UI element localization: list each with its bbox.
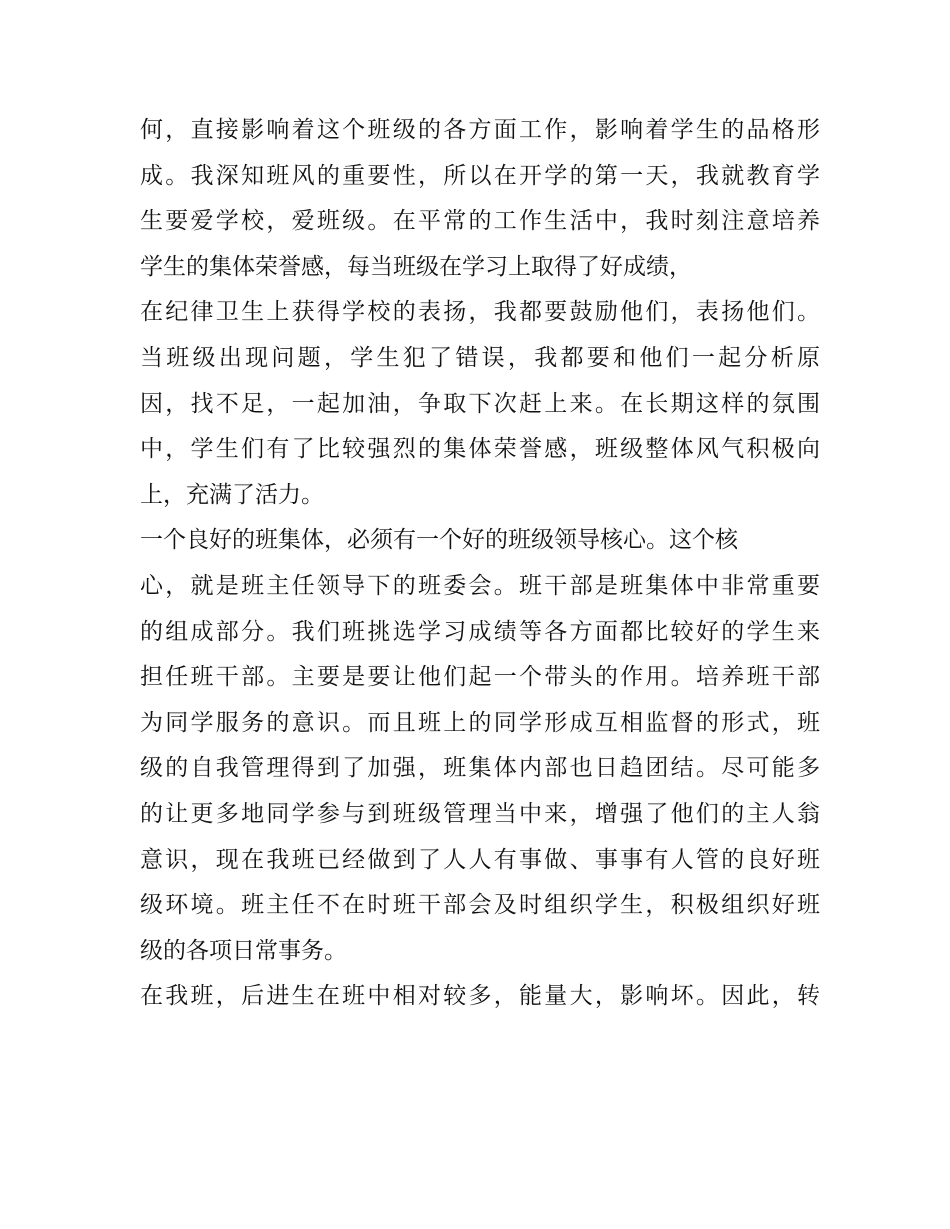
text-line: 在我班，后进生在班中相对较多，能量大，影响坏。因此，转	[140, 983, 820, 1010]
text-line: 意识，现在我班已经做到了人人有事做、事事有人管的良好班	[140, 846, 820, 873]
text-line: 上，充满了活力。	[140, 481, 324, 508]
body-text	[140, 108, 820, 1020]
text-line: 在纪律卫生上获得学校的表扬，我都要鼓励他们，表扬他们。	[140, 299, 820, 326]
text-line: 何，直接影响着这个班级的各方面工作，影响着学生的品格形	[140, 117, 820, 143]
text-line: 一个良好的班集体，必须有一个好的班级领导核心。这个核	[140, 527, 738, 554]
text-line: 级的自我管理得到了加强，班集体内部也日趋团结。尽可能多	[140, 755, 820, 782]
text-line: 的组成部分。我们班挑选学习成绩等各方面都比较好的学生来	[140, 618, 820, 645]
text-line: 心，就是班主任领导下的班委会。班干部是班集体中非常重要	[140, 572, 820, 599]
text-line: 级环境。班主任不在时班干部会及时组织学生，积极组织好班	[140, 892, 820, 919]
text-line: 中，学生们有了比较强烈的集体荣誉感，班级整体风气积极向	[140, 436, 820, 463]
text-line: 因，找不足，一起加油，争取下次赶上来。在长期这样的氛围	[140, 390, 820, 417]
text-line: 生要爱学校，爱班级。在平常的工作生活中，我时刻注意培养	[140, 208, 820, 235]
text-line: 成。我深知班风的重要性，所以在开学的第一天，我就教育学	[140, 162, 820, 189]
text-line: 学生的集体荣誉感，每当班级在学习上取得了好成绩，	[140, 253, 692, 280]
text-line: 担任班干部。主要是要让他们起一个带头的作用。培养班干部	[140, 664, 820, 691]
text-line: 级的各项日常事务。	[140, 937, 347, 964]
text-line: 当班级出现问题，学生犯了错误，我都要和他们一起分析原	[140, 344, 820, 371]
text-line: 的让更多地同学参与到班级管理当中来，增强了他们的主人翁	[140, 800, 820, 827]
text-line: 为同学服务的意识。而且班上的同学形成互相监督的形式，班	[140, 709, 820, 736]
